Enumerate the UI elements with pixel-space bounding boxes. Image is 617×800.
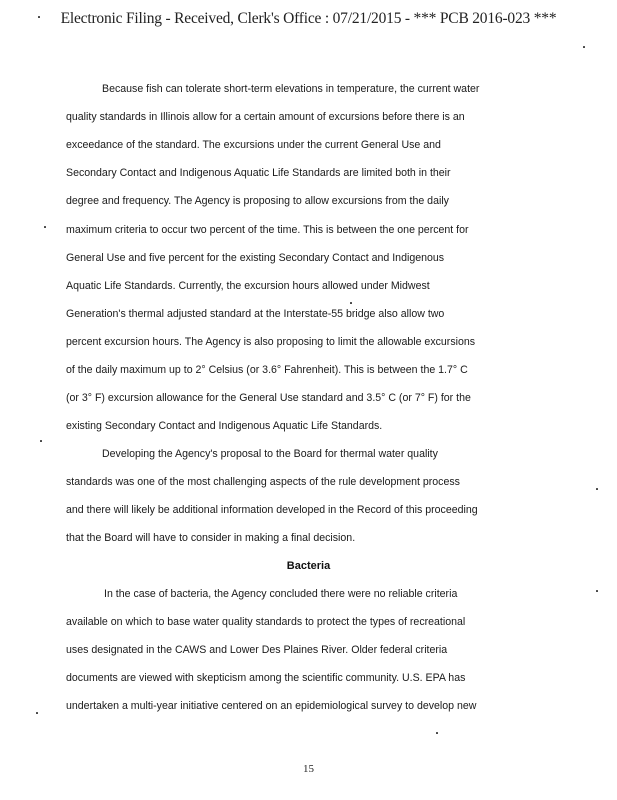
scan-speck — [596, 590, 598, 592]
paragraph-1-line: Aquatic Life Standards. Currently, the excursion hours allowed under Midwest — [66, 280, 430, 292]
paragraph-1-line: existing Secondary Contact and Indigenous Aquatic Life Standards. — [66, 420, 383, 432]
paragraph-1-line: of the daily maximum up to 2° Celsius (or 3.6° Fahrenheit). This is between the 1.7° C — [66, 364, 468, 376]
scan-speck — [38, 16, 40, 18]
scan-speck — [44, 226, 46, 228]
page-number: 15 — [303, 763, 314, 775]
paragraph-3-line: documents are viewed with skepticism among the scientific community. U.S. EPA has — [66, 672, 466, 684]
scan-speck — [350, 302, 352, 304]
section-heading-bacteria: Bacteria — [286, 560, 331, 572]
paragraph-1-line: quality standards in Illinois allow for a certain amount of excursions before there is an — [66, 111, 465, 123]
paragraph-1-line: percent excursion hours. The Agency is also proposing to limit the allowable excursions — [66, 336, 476, 348]
paragraph-2-line: Developing the Agency's proposal to the Board for thermal water quality — [102, 448, 438, 460]
scan-speck — [583, 46, 585, 48]
paragraph-1-line: degree and frequency. The Agency is proposing to allow excursions from the daily — [66, 195, 449, 207]
paragraph-3-line: undertaken a multi-year initiative centered on an epidemiological survey to develop new — [66, 700, 477, 712]
scan-speck — [596, 488, 598, 490]
paragraph-1-line: Secondary Contact and Indigenous Aquatic Life Standards are limited both in their — [66, 167, 451, 179]
paragraph-2-line: standards was one of the most challenging aspects of the rule development process — [66, 476, 460, 488]
paragraph-1-line: maximum criteria to occur two percent of the time. This is between the one percent for — [66, 224, 469, 236]
paragraph-1-line: exceedance of the standard. The excursions under the current General Use and — [66, 139, 441, 151]
paragraph-3-line: In the case of bacteria, the Agency concluded there were no reliable criteria — [104, 588, 458, 600]
paragraph-3-line: uses designated in the CAWS and Lower Des Plaines River. Older federal criteria — [66, 644, 448, 656]
paragraph-1-line: Because fish can tolerate short-term elevations in temperature, the current water — [102, 83, 480, 95]
scan-speck — [36, 712, 38, 714]
paragraph-1-line: Generation's thermal adjusted standard at the Interstate-55 bridge also allow two — [66, 308, 445, 320]
scan-speck — [40, 440, 42, 442]
paragraph-3-line: available on which to base water quality standards to protect the types of recreational — [66, 616, 466, 628]
filing-stamp-header: Electronic Filing - Received, Clerk's Office : 07/21/2015 - *** PCB 2016-023 *** — [60, 10, 557, 27]
paragraph-2-line: and there will likely be additional information developed in the Record of this proceeding — [66, 504, 478, 516]
scan-speck — [436, 732, 438, 734]
paragraph-1-line: (or 3° F) excursion allowance for the General Use standard and 3.5° C (or 7° F) for the — [66, 392, 471, 404]
paragraph-2-line: that the Board will have to consider in making a final decision. — [66, 532, 356, 544]
paragraph-1-line: General Use and five percent for the existing Secondary Contact and Indigenous — [66, 252, 445, 264]
